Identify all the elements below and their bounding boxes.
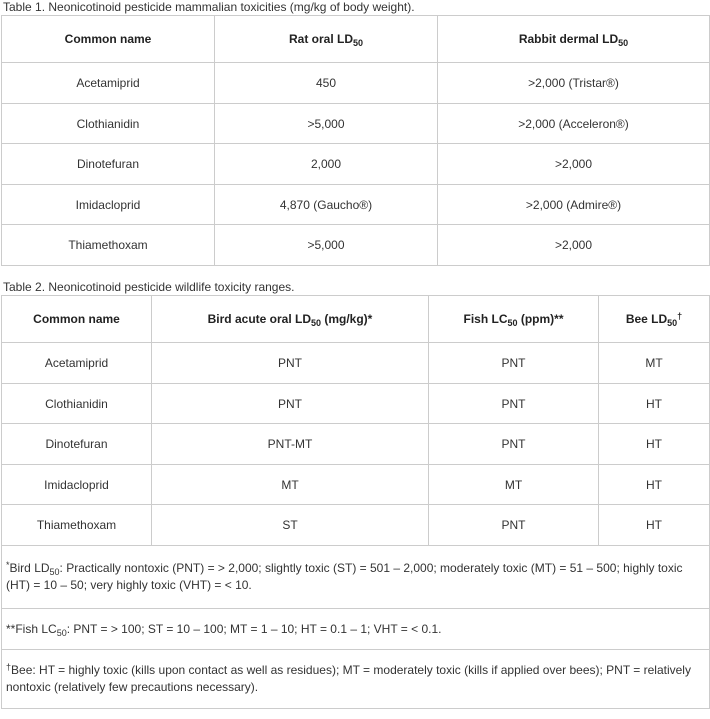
table-header-row [2,296,710,343]
cell-bird: MT [152,465,429,505]
wildlife-toxicity-table [1,295,710,709]
cell-name: Imidacloprid [2,185,215,225]
header-bird-acute-oral-ld50: Bird acute oral $LD_{50}$ (mg/kg)* [152,296,429,343]
table-row [2,465,710,505]
cell-bird: PNT [152,343,429,384]
cell-rabbit: >2,000 (Admire®) [438,185,710,225]
header-common-name: Common name [2,16,215,63]
cell-fish: PNT [429,384,599,424]
cell-name: Acetamiprid [2,63,215,104]
cell-rat: 4,870 (Gaucho®) [215,185,438,225]
table-row [2,505,710,546]
cell-rat: >5,000 [215,104,438,144]
table-row [2,343,710,384]
table-row [2,384,710,424]
cell-name: Acetamiprid [2,343,152,384]
cell-fish: MT [429,465,599,505]
cell-name: Thiamethoxam [2,505,152,546]
cell-bee: HT [599,384,710,424]
cell-name: Thiamethoxam [2,225,215,266]
table-row [2,63,710,104]
cell-name: Imidacloprid [2,465,152,505]
cell-rabbit: >2,000 [438,225,710,266]
cell-name: Clothianidin [2,104,215,144]
cell-rat: 450 [215,63,438,104]
cell-rabbit: >2,000 (Tristar®) [438,63,710,104]
table-row [2,225,710,266]
cell-bird: PNT [152,384,429,424]
table-row [2,144,710,185]
bee-footnote: †Bee: HT = highly toxic (kills upon contact as well as residues); MT = moderately toxic (kills if applied over bees); PNT = relatively nontoxic (relatively few precautions necessary). [2,650,710,709]
cell-bee: HT [599,465,710,505]
table2-caption: Table 2. Neonicotinoid pesticide wildlife toxicity ranges. [3,280,295,294]
header-common-name: Common name [2,296,152,343]
footnote-row [2,609,710,650]
cell-bee: HT [599,424,710,465]
mammalian-toxicity-table [1,15,710,266]
footnote-row [2,650,710,709]
table-row [2,185,710,225]
header-rabbit-dermal-ld50: Rabbit dermal $LD_{50}$ [438,16,710,63]
table1-caption: Table 1. Neonicotinoid pesticide mammalian toxicities (mg/kg of body weight). [3,0,415,14]
bird-footnote: *Bird $LD_{50}$: Practically nontoxic (PNT) = > 2,000; slightly toxic (ST) = 501 – 2,000; moderately toxic (MT) = 51 – 500; highly toxic (HT) = 10 – 50; very highly toxic (VHT) = < 10. [2,546,710,609]
cell-bee: MT [599,343,710,384]
cell-fish: PNT [429,343,599,384]
header-fish-lc50: Fish $LC_{50}$ (ppm)** [429,296,599,343]
cell-name: Dinotefuran [2,144,215,185]
table-row [2,104,710,144]
header-rat-oral-ld50: Rat oral $LD_{50}$ [215,16,438,63]
cell-bird: ST [152,505,429,546]
fish-footnote: **Fish $LC_{50}$: PNT = > 100; ST = 10 – 100; MT = 1 – 10; HT = 0.1 – 1; VHT = < 0.1. [2,609,710,650]
cell-name: Clothianidin [2,384,152,424]
cell-rat: 2,000 [215,144,438,185]
header-bee-ld50: Bee $LD_{50}^\dagger$ [599,296,710,343]
cell-bee: HT [599,505,710,546]
table-row [2,424,710,465]
cell-rabbit: >2,000 (Acceleron®) [438,104,710,144]
cell-name: Dinotefuran [2,424,152,465]
footnote-row [2,546,710,609]
cell-fish: PNT [429,505,599,546]
table-header-row [2,16,710,63]
cell-rat: >5,000 [215,225,438,266]
cell-bird: PNT-MT [152,424,429,465]
cell-fish: PNT [429,424,599,465]
cell-rabbit: >2,000 [438,144,710,185]
